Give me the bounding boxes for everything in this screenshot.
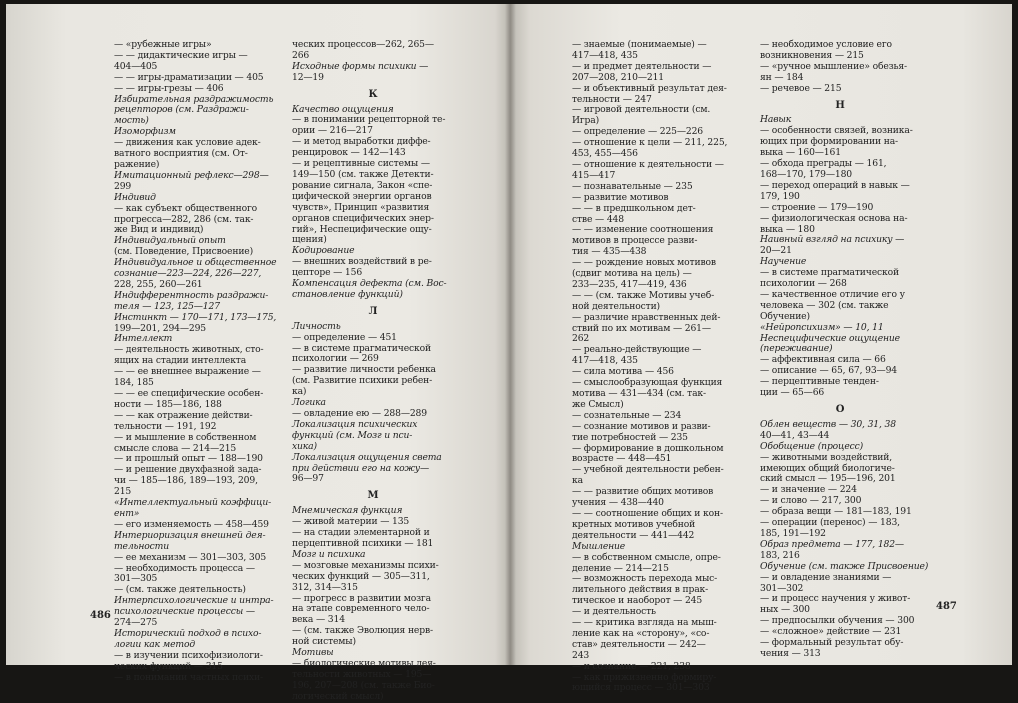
index-entry: деятельности — 441—442: [572, 529, 695, 541]
index-entry: — переход операций в навык —: [760, 179, 910, 191]
index-entry: — и рецептивные системы —: [292, 158, 430, 170]
index-entry: чи — 185—186, 189—193, 209,: [114, 475, 258, 487]
index-entry: ление как на «сторону», «со-: [572, 627, 710, 639]
index-entry: органов специфических энер-: [292, 212, 434, 224]
index-entry: 20—21: [760, 245, 792, 257]
index-entry: — формирование в дошкольном: [572, 442, 724, 454]
index-entry: перцептивной психики — 181: [292, 537, 434, 549]
index-entry: — — игры-грезы — 406: [114, 82, 224, 94]
index-entry: 312, 314—315: [292, 581, 358, 593]
index-entry: — — рождение новых мотивов: [572, 257, 716, 269]
index-entry: — и значение — 224: [760, 484, 857, 496]
index-entry: 301—305: [114, 573, 158, 585]
index-entry: 274—275: [114, 617, 158, 629]
index-entry: выка — 180: [760, 223, 815, 235]
index-entry: — и слово — 217, 300: [760, 495, 862, 507]
index-entry: ческих функций — 315: [114, 660, 223, 672]
index-entry: — предпосылки обучения — 300: [760, 615, 915, 627]
index-entry: тие потребностей — 235: [572, 431, 688, 443]
index-entry: — на стадии элементарной и: [292, 527, 430, 539]
index-heading: Мнемическая функция: [292, 505, 403, 517]
index-heading: Неспецифические ощущение: [760, 332, 900, 344]
index-entry: 207—208, 210—211: [572, 71, 664, 83]
index-heading: Научение: [760, 256, 807, 268]
index-entry: имеющих общий биологиче-: [760, 462, 895, 474]
index-entry: ящих на стадии интеллекта: [114, 355, 247, 367]
index-heading: Образ предмета — 177, 182—: [760, 538, 904, 550]
index-entry: стве — 448: [572, 213, 624, 225]
index-entry: — определение — 225—226: [572, 126, 703, 138]
index-heading: Индифферентность раздражи-: [114, 289, 269, 301]
index-entry: — и сознание — 221, 238: [572, 660, 691, 672]
index-heading: логии как метод: [114, 638, 196, 650]
section-letter: О: [835, 404, 845, 415]
index-entry: — и овладение знаниями —: [760, 571, 892, 583]
index-entry: — живой материи — 135: [292, 516, 410, 528]
book-gutter: [505, 4, 516, 665]
index-heading: ент»: [114, 507, 140, 519]
index-entry: — аффективная сила — 66: [760, 354, 886, 366]
index-entry: 262: [572, 333, 590, 345]
index-entry: — как субъект общественного: [114, 202, 258, 214]
index-entry: 299: [114, 180, 132, 192]
index-entry: (сдвиг мотива на цель) —: [572, 268, 692, 280]
index-entry: — — игры-драматизации — 405: [114, 71, 264, 83]
right-page: [510, 4, 1012, 694]
index-entry: психологии — 268: [760, 278, 847, 290]
index-entry: же Смысл): [572, 398, 624, 410]
index-entry: — и решение двухфазной зада-: [114, 464, 262, 476]
index-entry: ной системы): [292, 636, 356, 648]
index-entry: смысле слова — 214—215: [114, 442, 237, 454]
index-entry: ян — 184: [760, 71, 804, 83]
index-entry: человека — 302 (см. также: [760, 299, 889, 311]
index-entry: 183, 216: [760, 549, 800, 561]
index-entry: кретных мотивов учебной: [572, 518, 696, 530]
section-letter: К: [368, 88, 378, 100]
index-entry: — учебной деятельности ребен-: [572, 464, 724, 476]
index-entry: века — 314: [292, 614, 345, 626]
index-entry: рование сигнала, Закон «спе-: [292, 179, 433, 191]
index-entry: 417—418, 435: [572, 355, 638, 367]
index-heading: Личность: [292, 320, 341, 332]
index-heading: Компенсация дефекта (см. Вос-: [292, 278, 447, 290]
index-entry: — как прижизненно формиру-: [572, 671, 717, 683]
index-entry: — сознательные — 234: [572, 409, 682, 421]
index-heading: Исторический подход в психо-: [114, 627, 262, 639]
index-entry: — овладение ею — 288—289: [292, 408, 427, 419]
index-entry: 228, 255, 260—261: [114, 278, 203, 290]
index-entry: чения — 313: [760, 647, 821, 659]
index-entry: ка: [572, 475, 583, 487]
index-heading: Исходные формы психики —: [292, 60, 429, 72]
index-entry: — в системе прагматической: [292, 342, 431, 354]
index-entry: ренцировок — 142—143: [292, 147, 406, 159]
index-entry: (см. Развитие психики ребен-: [292, 375, 433, 387]
index-entry: учения — 438—440: [572, 497, 664, 509]
index-entry: гий», Неспецифические ощу-: [292, 223, 432, 235]
index-entry: ющих при формировании на-: [760, 136, 898, 148]
index-entry: же Вид и индивид): [114, 224, 204, 236]
index-entry: — — изменение соотношения: [572, 224, 714, 236]
index-heading: Интериоризация внешней дея-: [114, 529, 266, 541]
index-entry: — отношение к цели — 211, 225,: [572, 137, 728, 149]
index-heading: Локализация ощущения света: [292, 451, 442, 463]
index-heading: Интеллект: [114, 333, 173, 345]
index-entry: — — ее специфические особен-: [114, 388, 264, 399]
index-entry: — — как отражение действи-: [114, 409, 253, 421]
page-number-right: 487: [936, 601, 957, 612]
index-entry: — сила мотива — 456: [572, 366, 674, 378]
index-heading: становление функций): [292, 288, 403, 300]
index-heading: при действии его на кожу—: [292, 462, 429, 474]
index-entry: ческих функций — 305—311,: [292, 570, 430, 582]
index-heading: Обучение (см. также Присвоение): [760, 560, 929, 572]
index-heading: хика): [292, 440, 317, 452]
index-entry: — животными воздействий,: [760, 451, 892, 463]
index-entry: ющийся процесс — 301—303: [572, 682, 710, 694]
index-entry: 184, 185: [114, 377, 154, 389]
index-entry: — в изучении психофизиологи-: [114, 649, 263, 661]
index-entry: — операции (перенос) — 183,: [760, 517, 900, 529]
index-entry: — и деятельность: [572, 606, 656, 618]
index-entry: 199—201, 294—295: [114, 322, 206, 334]
index-entry: ствий по их мотивам — 261—: [572, 322, 711, 334]
index-entry: 233—235, 417—419, 436: [572, 278, 687, 290]
index-entry: 168—170, 179—180: [760, 168, 852, 180]
index-entry: — — соотношение общих и кон-: [572, 507, 723, 519]
index-entry: — (см. также Эволюция нерв-: [292, 625, 433, 637]
index-heading: Изоморфизм: [114, 126, 176, 138]
index-entry: тическое и наоборот — 245: [572, 595, 703, 607]
index-entry: — обхода преграды — 161,: [760, 158, 887, 170]
index-entry: — и процесс научения у живот-: [760, 593, 911, 605]
index-heading: Индивид: [114, 191, 156, 203]
index-heading: Наивный взгляд на психику —: [760, 234, 905, 246]
index-heading: Избирательная раздражимость: [114, 93, 274, 105]
index-entry: — — критика взгляда на мыш-: [572, 617, 717, 629]
index-entry: 40—41, 43—44: [760, 429, 830, 441]
index-entry: — игровой деятельности (см.: [572, 104, 711, 116]
index-entry: щения): [292, 234, 327, 246]
index-entry: — и прошлый опыт — 188—190: [114, 453, 263, 465]
index-column-3: [572, 40, 736, 694]
index-entry: — перцептивные тенден-: [760, 376, 879, 388]
index-heading: сознание—223—224, 226—227,: [114, 268, 262, 280]
index-entry: — прогресс в развитии мозга: [292, 592, 431, 604]
index-heading: функций (см. Мозг и пси-: [292, 429, 413, 441]
index-entry: — различие нравственных дей-: [572, 311, 721, 323]
index-heading: (переживание): [760, 343, 833, 355]
index-entry: — биологические мотивы дея-: [292, 657, 436, 669]
index-entry: — и объективный результат дея-: [572, 82, 727, 94]
index-entry: лительного действия в прак-: [572, 584, 709, 596]
index-entry: возрасте — 448—451: [572, 453, 672, 465]
index-entry: — и мышление в собственном: [114, 431, 257, 443]
index-entry: — и предмет деятельности —: [572, 60, 712, 72]
index-column-4: [760, 39, 929, 660]
index-heading: Имитационный рефлекс—298—: [114, 169, 269, 181]
index-heading: Качество ощущения: [292, 103, 394, 115]
index-entry: — речевое — 215: [760, 82, 842, 94]
index-entry: — реально-действующие —: [572, 344, 702, 356]
index-entry: — сознание мотивов и разви-: [572, 420, 711, 432]
index-entry: тельности — 247: [572, 93, 652, 105]
index-entry: — возможность перехода мыс-: [572, 573, 718, 585]
index-heading: «Нейропсихизм» — 10, 11: [760, 321, 884, 333]
index-entry: — «сложное» действие — 231: [760, 626, 902, 638]
index-entry: — — ее внешнее выражение —: [114, 366, 261, 378]
index-heading: Мышление: [572, 540, 626, 552]
index-heading: психологические процессы —: [114, 606, 255, 618]
index-entry: ватного восприятия (см. От-: [114, 148, 248, 160]
index-entry: Обучение): [760, 310, 810, 322]
index-entry: возникновения — 215: [760, 49, 864, 61]
index-heading: Мотивы: [292, 647, 334, 659]
index-entry: ции — 65—66: [760, 387, 825, 399]
index-entry: 417—418, 435: [572, 49, 638, 61]
left-page: [6, 4, 510, 702]
index-entry: ческих процессов—262, 265—: [292, 39, 434, 50]
index-entry: психологии — 269: [292, 353, 379, 365]
index-entry: — отношение к деятельности —: [572, 158, 724, 170]
index-entry: — внешних воздействий в ре-: [292, 256, 432, 268]
index-entry: 266: [292, 49, 310, 61]
index-entry: — знаемые (понимаемые) —: [572, 39, 707, 50]
index-entry: 179, 190: [760, 190, 800, 202]
index-entry: — его изменяемость — 458—459: [114, 518, 269, 530]
index-entry: выка — 160—161: [760, 147, 841, 159]
index-entry: чувств», Принцип «развития: [292, 201, 430, 213]
index-entry: — особенности связей, возника-: [760, 125, 913, 137]
index-entry: — в системе прагматической: [760, 267, 899, 279]
index-heading: Навык: [760, 114, 792, 126]
index-column-2: [292, 40, 454, 703]
index-entry: — «ручное мышление» обезья-: [760, 60, 907, 72]
index-entry: ражение): [114, 158, 160, 170]
index-column-1: [114, 40, 276, 683]
index-entry: прогресса—282, 286 (см. так-: [114, 213, 254, 225]
index-entry: — качественное отличие его у: [760, 288, 905, 300]
index-entry: ных — 300: [760, 604, 810, 616]
index-entry: — — в предшкольном дет-: [572, 202, 696, 214]
index-entry: мотивов в процессе разви-: [572, 235, 698, 247]
index-heading: мость): [114, 115, 149, 127]
index-entry: 415—417: [572, 169, 616, 181]
index-entry: — в понимании частных психи-: [114, 671, 263, 683]
index-entry: — ее механизм — 301—303, 305: [114, 551, 267, 563]
index-heading: Интерпсихологические и интра-: [114, 595, 274, 607]
index-entry: — описание — 65, 67, 93—94: [760, 365, 897, 377]
index-heading: Обобщение (процесс): [760, 440, 864, 452]
index-heading: теля — 123, 125—127: [114, 300, 220, 312]
index-entry: 96—97: [292, 473, 324, 485]
index-heading: Кодирование: [292, 245, 355, 257]
index-entry: — развитие мотивов: [572, 191, 669, 203]
index-entry: Игра): [572, 115, 600, 127]
index-entry: — познавательные — 235: [572, 180, 693, 192]
index-entry: тия — 435—438: [572, 246, 647, 258]
section-letter: М: [367, 490, 379, 502]
section-letter: Н: [835, 99, 845, 111]
index-entry: — в собственном смысле, опре-: [572, 551, 721, 563]
page-number-left: 486: [90, 610, 111, 621]
index-entry: — «рубежные игры»: [114, 39, 212, 50]
index-entry: — — развитие общих мотивов: [572, 486, 714, 498]
index-entry: став» деятельности — 242—: [572, 638, 706, 650]
index-entry: ский смысл — 195—196, 201: [760, 473, 896, 485]
index-heading: Мозг и психика: [292, 548, 366, 560]
index-entry: — смыслообразующая функция: [572, 377, 723, 389]
index-entry: — формальный результат обу-: [760, 637, 904, 649]
index-heading: Логика: [292, 397, 326, 409]
index-entry: 404—405: [114, 60, 158, 72]
index-entry: — движения как условие адек-: [114, 137, 261, 149]
index-entry: — физиологическая основа на-: [760, 212, 908, 224]
index-heading: Локализация психических: [292, 418, 418, 430]
index-entry: мотива — 431—434 (см. так-: [572, 388, 706, 399]
index-entry: — определение — 451: [292, 331, 397, 343]
index-entry: 243: [572, 649, 590, 661]
index-entry: ка): [292, 386, 307, 398]
index-heading: «Интеллектуальный коэффици-: [114, 497, 272, 509]
index-entry: — необходимость процесса —: [114, 562, 255, 574]
index-entry: деление — 214—215: [572, 562, 669, 574]
index-entry: — деятельность животных, сто-: [114, 344, 264, 356]
index-entry: — (см. также деятельность): [114, 584, 246, 596]
index-entry: — строение — 179—190: [760, 201, 874, 213]
index-entry: 12—19: [292, 71, 324, 83]
index-entry: цепторе — 156: [292, 267, 363, 279]
index-entry: — образа вещи — 181—183, 191: [760, 506, 912, 518]
index-entry: ности — 185—186, 188: [114, 398, 222, 410]
index-heading: рецепторов (см. Раздражи-: [114, 104, 249, 116]
index-entry: тельности животных — 195—: [292, 668, 432, 680]
index-heading: Индивидуальный опыт: [114, 235, 226, 247]
index-entry: 149—150 (см. также Детекти-: [292, 168, 434, 180]
index-entry: — в понимании рецепторной те-: [292, 114, 446, 126]
index-entry: 196, 207—208 (см. также Био-: [292, 679, 435, 691]
index-entry: тельности — 191, 192: [114, 420, 217, 432]
index-entry: 453, 455—456: [572, 148, 638, 160]
index-entry: — — дидактические игры —: [114, 49, 248, 61]
index-entry: 215: [114, 486, 132, 498]
section-letter: Л: [368, 305, 378, 317]
index-heading: тельности: [114, 540, 170, 552]
index-entry: (см. Поведение, Присвоение): [114, 246, 254, 258]
index-entry: — — (см. также Мотивы учеб-: [572, 289, 715, 301]
index-entry: логический смысл): [292, 690, 384, 702]
index-entry: — необходимое условие его: [760, 39, 892, 50]
index-entry: — развитие личности ребенка: [292, 364, 436, 376]
index-entry: ной деятельности): [572, 300, 660, 312]
index-entry: ории — 216—217: [292, 125, 373, 137]
index-heading: Инстинкт — 170—171, 173—175,: [114, 311, 277, 323]
index-entry: 185, 191—192: [760, 527, 826, 539]
index-entry: цифической энергии органов: [292, 190, 432, 202]
index-heading: Индивидуальное и общественное: [114, 257, 277, 269]
index-entry: 301—302: [760, 582, 804, 594]
index-entry: — мозговые механизмы психи-: [292, 559, 439, 571]
index-entry: — и метод выработки диффе-: [292, 136, 431, 148]
index-entry: на этапе современного чело-: [292, 603, 430, 615]
index-heading: Облен веществ — 30, 31, 38: [760, 418, 896, 430]
book-spread: [6, 4, 1012, 702]
